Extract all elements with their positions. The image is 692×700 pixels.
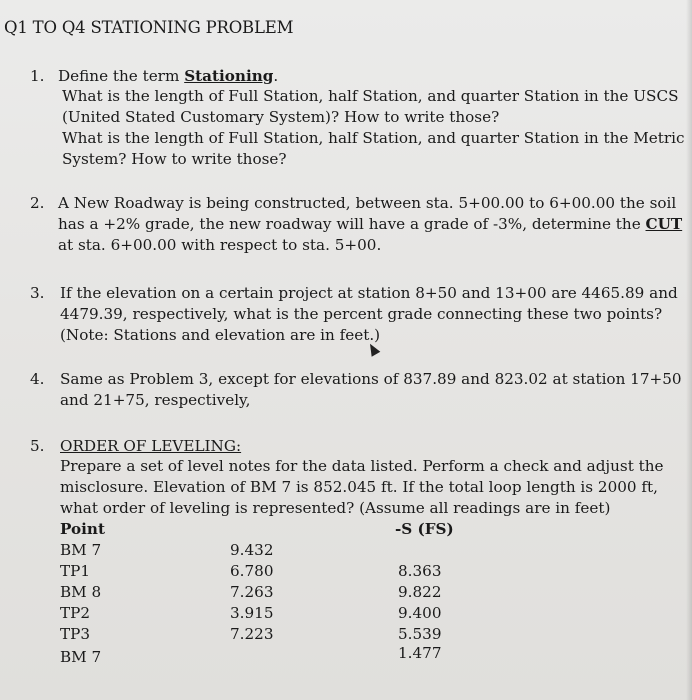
header-fs: -S (FS) — [395, 520, 454, 538]
question-line: and 21+75, respectively, — [60, 391, 251, 409]
question-line: at sta. 6+00.00 with respect to sta. 5+00. — [58, 236, 382, 254]
question-text: Define the term — [58, 67, 185, 85]
question-line: System? How to write those? — [62, 150, 287, 168]
question-number: 1. — [30, 67, 45, 85]
fs-cell: 8.363 — [398, 562, 442, 580]
term-cut: CUT — [645, 215, 683, 233]
question-text: . — [273, 67, 279, 85]
bs-cell: 7.223 — [230, 625, 274, 643]
bs-cell: 7.263 — [230, 583, 274, 601]
question-line: (United Stated Customary System)? How to write those? — [62, 108, 500, 126]
page-title: Q1 TO Q4 STATIONING PROBLEM — [4, 18, 294, 37]
question-line: What is the length of Full Station, half Station, and quarter Station in the Metric — [62, 129, 685, 147]
point-cell: TP3 — [60, 625, 91, 643]
question-line: Same as Problem 3, except for elevations of 837.89 and 823.02 at station 17+50 — [60, 370, 682, 388]
fs-cell: 1.477 — [398, 644, 442, 662]
question-line: A New Roadway is being constructed, between sta. 5+00.00 to 6+00.00 the soil — [58, 194, 677, 212]
point-cell: BM 7 — [60, 541, 102, 559]
point-cell: TP2 — [60, 604, 91, 622]
question-number: 3. — [30, 284, 45, 302]
fs-cell: 5.539 — [398, 625, 442, 643]
question-line — [58, 214, 682, 235]
question-line: What is the length of Full Station, half Station, and quarter Station in the USCS — [62, 87, 679, 105]
question-line: misclosure. Elevation of BM 7 is 852.045 ft. If the total loop length is 2000 ft, — [60, 478, 658, 496]
term-stationing: Stationing — [184, 67, 274, 85]
bs-cell: 3.915 — [230, 604, 274, 622]
question-line — [58, 66, 278, 87]
question-line: what order of leveling is represented? (Assume all readings are in feet) — [60, 499, 611, 517]
bs-cell: 6.780 — [230, 562, 274, 580]
header-point: Point — [60, 520, 105, 538]
question-number: 4. — [30, 370, 45, 388]
question-number: 5. — [30, 437, 45, 455]
page-edge-shadow — [686, 0, 692, 700]
question-line: If the elevation on a certain project at station 8+50 and 13+00 are 4465.89 and — [60, 284, 678, 302]
question-text: has a +2% grade, the new roadway will have a grade of -3%, determine the — [58, 215, 646, 233]
fs-cell: 9.400 — [398, 604, 442, 622]
point-cell: BM 8 — [60, 583, 102, 601]
question-number: 2. — [30, 194, 45, 212]
point-cell: TP1 — [60, 562, 91, 580]
fs-cell: 9.822 — [398, 583, 442, 601]
question-heading: ORDER OF LEVELING: — [60, 437, 242, 455]
question-line: (Note: Stations and elevation are in feet.) — [60, 326, 381, 344]
point-cell: BM 7 — [60, 648, 102, 666]
question-line: Prepare a set of level notes for the data listed. Perform a check and adjust the — [60, 457, 664, 475]
question-line: 4479.39, respectively, what is the percent grade connecting these two points? — [60, 305, 663, 323]
bs-cell: 9.432 — [230, 541, 274, 559]
